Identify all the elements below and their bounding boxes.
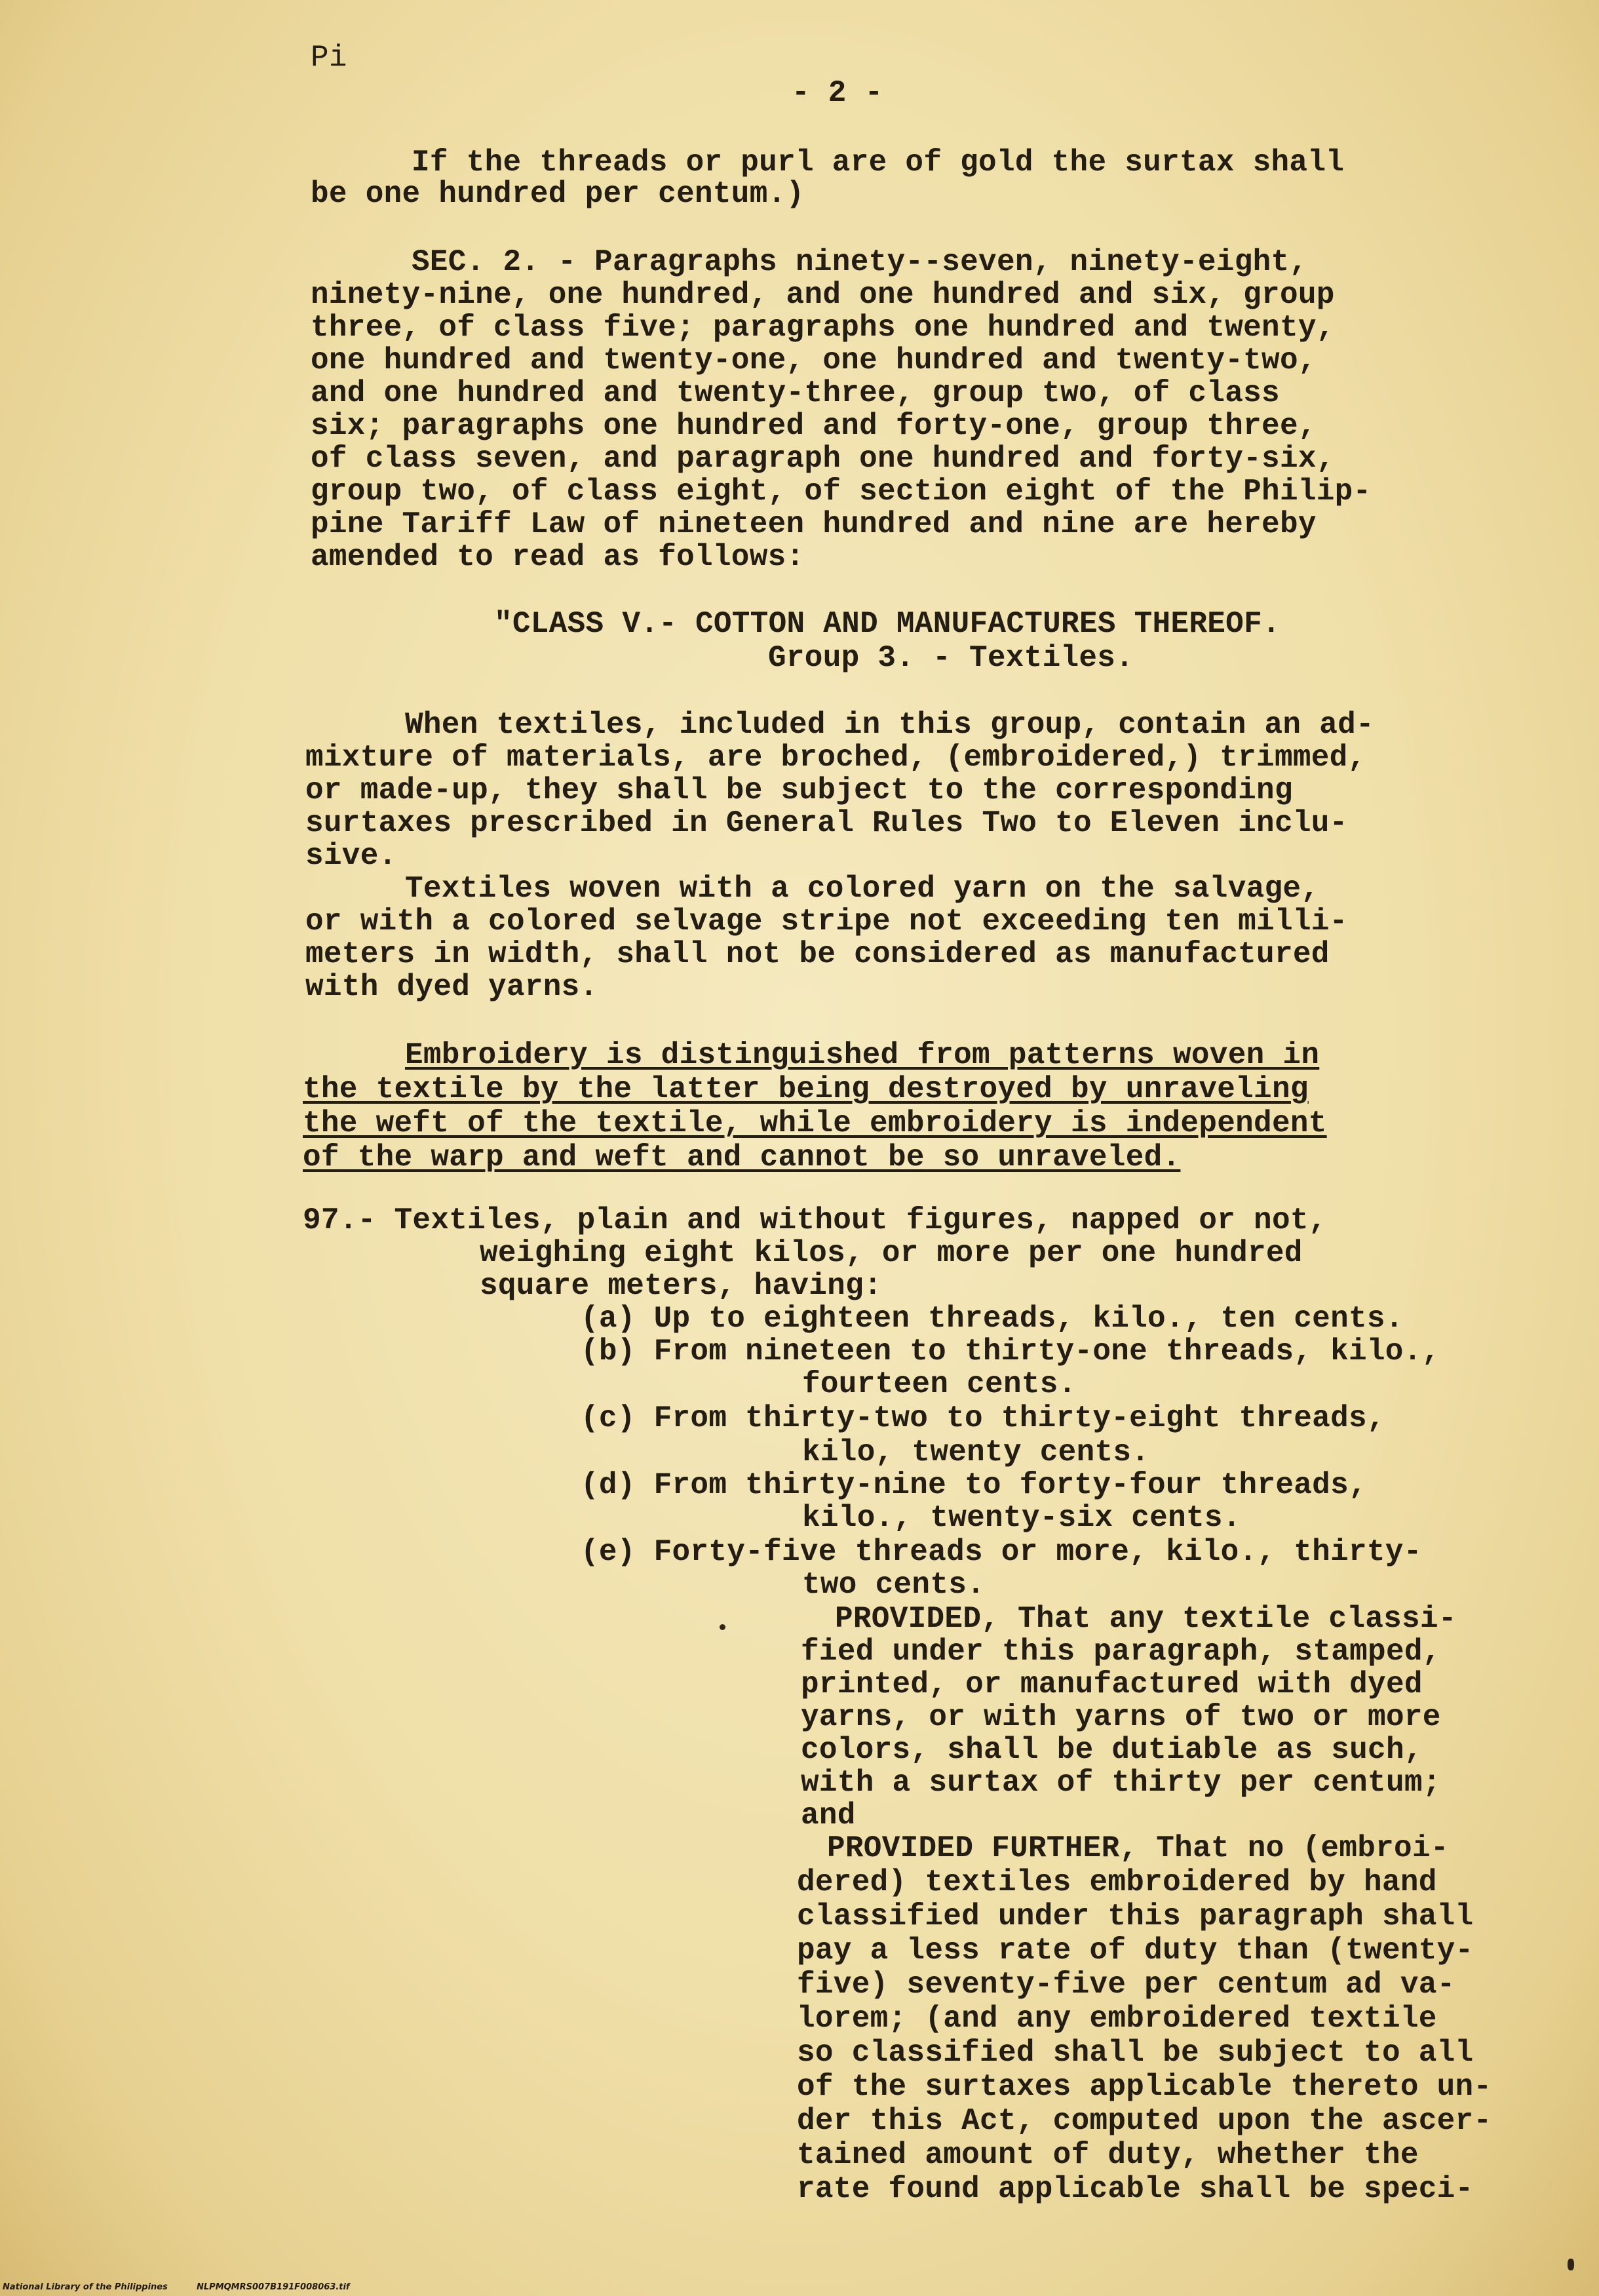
provided-further-line: classified under this paragraph shall bbox=[797, 1899, 1474, 1934]
corner-note: Pi bbox=[311, 41, 347, 75]
provided-further-line: lorem; (and any embroidered textile bbox=[797, 2002, 1437, 2036]
provided-line: PROVIDED, That any textile classi- bbox=[835, 1602, 1457, 1636]
item-line: (a) Up to eighteen threads, kilo., ten cents. bbox=[581, 1302, 1404, 1336]
textiles-line: surtaxes prescribed in General Rules Two to Eleven inclu- bbox=[305, 806, 1348, 840]
sec2-line: SEC. 2. - Paragraphs ninety--seven, ninety-eight, bbox=[412, 245, 1308, 279]
class-heading: "CLASS V.- COTTON AND MANUFACTURES THEREOF. bbox=[494, 607, 1281, 641]
provided-line: colors, shall be dutiable as such, bbox=[801, 1733, 1423, 1767]
textiles-line: or made-up, they shall be subject to the corresponding bbox=[305, 773, 1293, 807]
provided-line: printed, or manufactured with dyed bbox=[801, 1667, 1423, 1702]
provided-line: fied under this paragraph, stamped, bbox=[801, 1635, 1441, 1669]
salvage-line: or with a colored selvage stripe not exceeding ten milli- bbox=[305, 905, 1348, 939]
ink-dot bbox=[720, 1624, 725, 1630]
textiles-line: sive. bbox=[305, 839, 397, 873]
footer-file-ref: NLPMQMRS007B191F008063.tif bbox=[197, 2282, 350, 2292]
provided-further-line: der this Act, computed upon the ascer- bbox=[797, 2104, 1492, 2138]
para97-line: square meters, having: bbox=[480, 1269, 882, 1303]
salvage-line: meters in width, shall not be considered as manufactured bbox=[305, 937, 1330, 971]
footer-library: National Library of the Philippines bbox=[3, 2282, 168, 2292]
provided-further-line: pay a less rate of duty than (twenty- bbox=[797, 1934, 1474, 1968]
sec2-line: ninety-nine, one hundred, and one hundred and six, group bbox=[311, 278, 1335, 312]
item-line: (b) From nineteen to thirty-one threads, kilo., bbox=[581, 1334, 1440, 1369]
sec2-line: amended to read as follows: bbox=[311, 540, 805, 574]
provided-further-line: rate found applicable shall be speci- bbox=[797, 2172, 1474, 2206]
provided-further-line: dered) textiles embroidered by hand bbox=[797, 1865, 1437, 1899]
embroidery-line: Embroidery is distinguished from patterns woven in bbox=[405, 1038, 1320, 1072]
sec2-line: and one hundred and twenty-three, group two, of class bbox=[311, 376, 1280, 410]
intro-line: If the threads or purl are of gold the surtax shall bbox=[412, 146, 1345, 180]
para97-line: 97.- Textiles, plain and without figures, napped or not, bbox=[303, 1203, 1327, 1237]
provided-line: with a surtax of thirty per centum; bbox=[801, 1766, 1441, 1800]
provided-further-line: five) seventy-five per centum ad va- bbox=[797, 1968, 1455, 2002]
provided-line: yarns, or with yarns of two or more bbox=[801, 1700, 1441, 1734]
textiles-line: When textiles, included in this group, contain an ad- bbox=[405, 708, 1374, 742]
item-line: fourteen cents. bbox=[802, 1367, 1077, 1401]
textiles-line: mixture of materials, are broched, (embroidered,) trimmed, bbox=[305, 741, 1366, 775]
item-line: (c) From thirty-two to thirty-eight threads, bbox=[581, 1401, 1385, 1435]
sec2-line: three, of class five; paragraphs one hundred and twenty, bbox=[311, 311, 1335, 345]
salvage-line: Textiles woven with a colored yarn on the salvage, bbox=[405, 872, 1320, 906]
intro-line: be one hundred per centum.) bbox=[311, 177, 805, 211]
embroidery-line: the weft of the textile, while embroidery is independent bbox=[303, 1106, 1327, 1140]
embroidery-line: of the warp and weft and cannot be so unraveled. bbox=[303, 1140, 1181, 1175]
group-heading: Group 3. - Textiles. bbox=[768, 641, 1134, 675]
sec2-line: group two, of class eight, of section eight of the Philip- bbox=[311, 475, 1372, 509]
sec2-line: of class seven, and paragraph one hundred and forty-six, bbox=[311, 442, 1335, 476]
sec2-line: pine Tariff Law of nineteen hundred and nine are hereby bbox=[311, 507, 1317, 541]
provided-further-line: so classified shall be subject to all bbox=[797, 2036, 1474, 2070]
item-line: (e) Forty-five threads or more, kilo., thirty- bbox=[581, 1535, 1422, 1569]
item-line: kilo., twenty-six cents. bbox=[802, 1501, 1241, 1535]
item-line: two cents. bbox=[802, 1568, 986, 1602]
sec2-line: six; paragraphs one hundred and forty-one, group three, bbox=[311, 409, 1317, 443]
item-line: kilo, twenty cents. bbox=[802, 1435, 1150, 1469]
provided-further-line: of the surtaxes applicable thereto un- bbox=[797, 2070, 1492, 2104]
para97-line: weighing eight kilos, or more per one hundred bbox=[480, 1236, 1303, 1270]
provided-further-line: PROVIDED FURTHER, That no (embroi- bbox=[827, 1831, 1449, 1865]
sec2-line: one hundred and twenty-one, one hundred and twenty-two, bbox=[311, 343, 1317, 378]
ink-dot bbox=[1568, 2259, 1574, 2270]
provided-further-line: tained amount of duty, whether the bbox=[797, 2138, 1419, 2172]
provided-line: and bbox=[801, 1799, 856, 1833]
item-line: (d) From thirty-nine to forty-four threads, bbox=[581, 1468, 1367, 1502]
page-number: - 2 - bbox=[792, 76, 883, 110]
embroidery-line: the textile by the latter being destroyed by unraveling bbox=[303, 1072, 1309, 1106]
salvage-line: with dyed yarns. bbox=[305, 970, 598, 1004]
